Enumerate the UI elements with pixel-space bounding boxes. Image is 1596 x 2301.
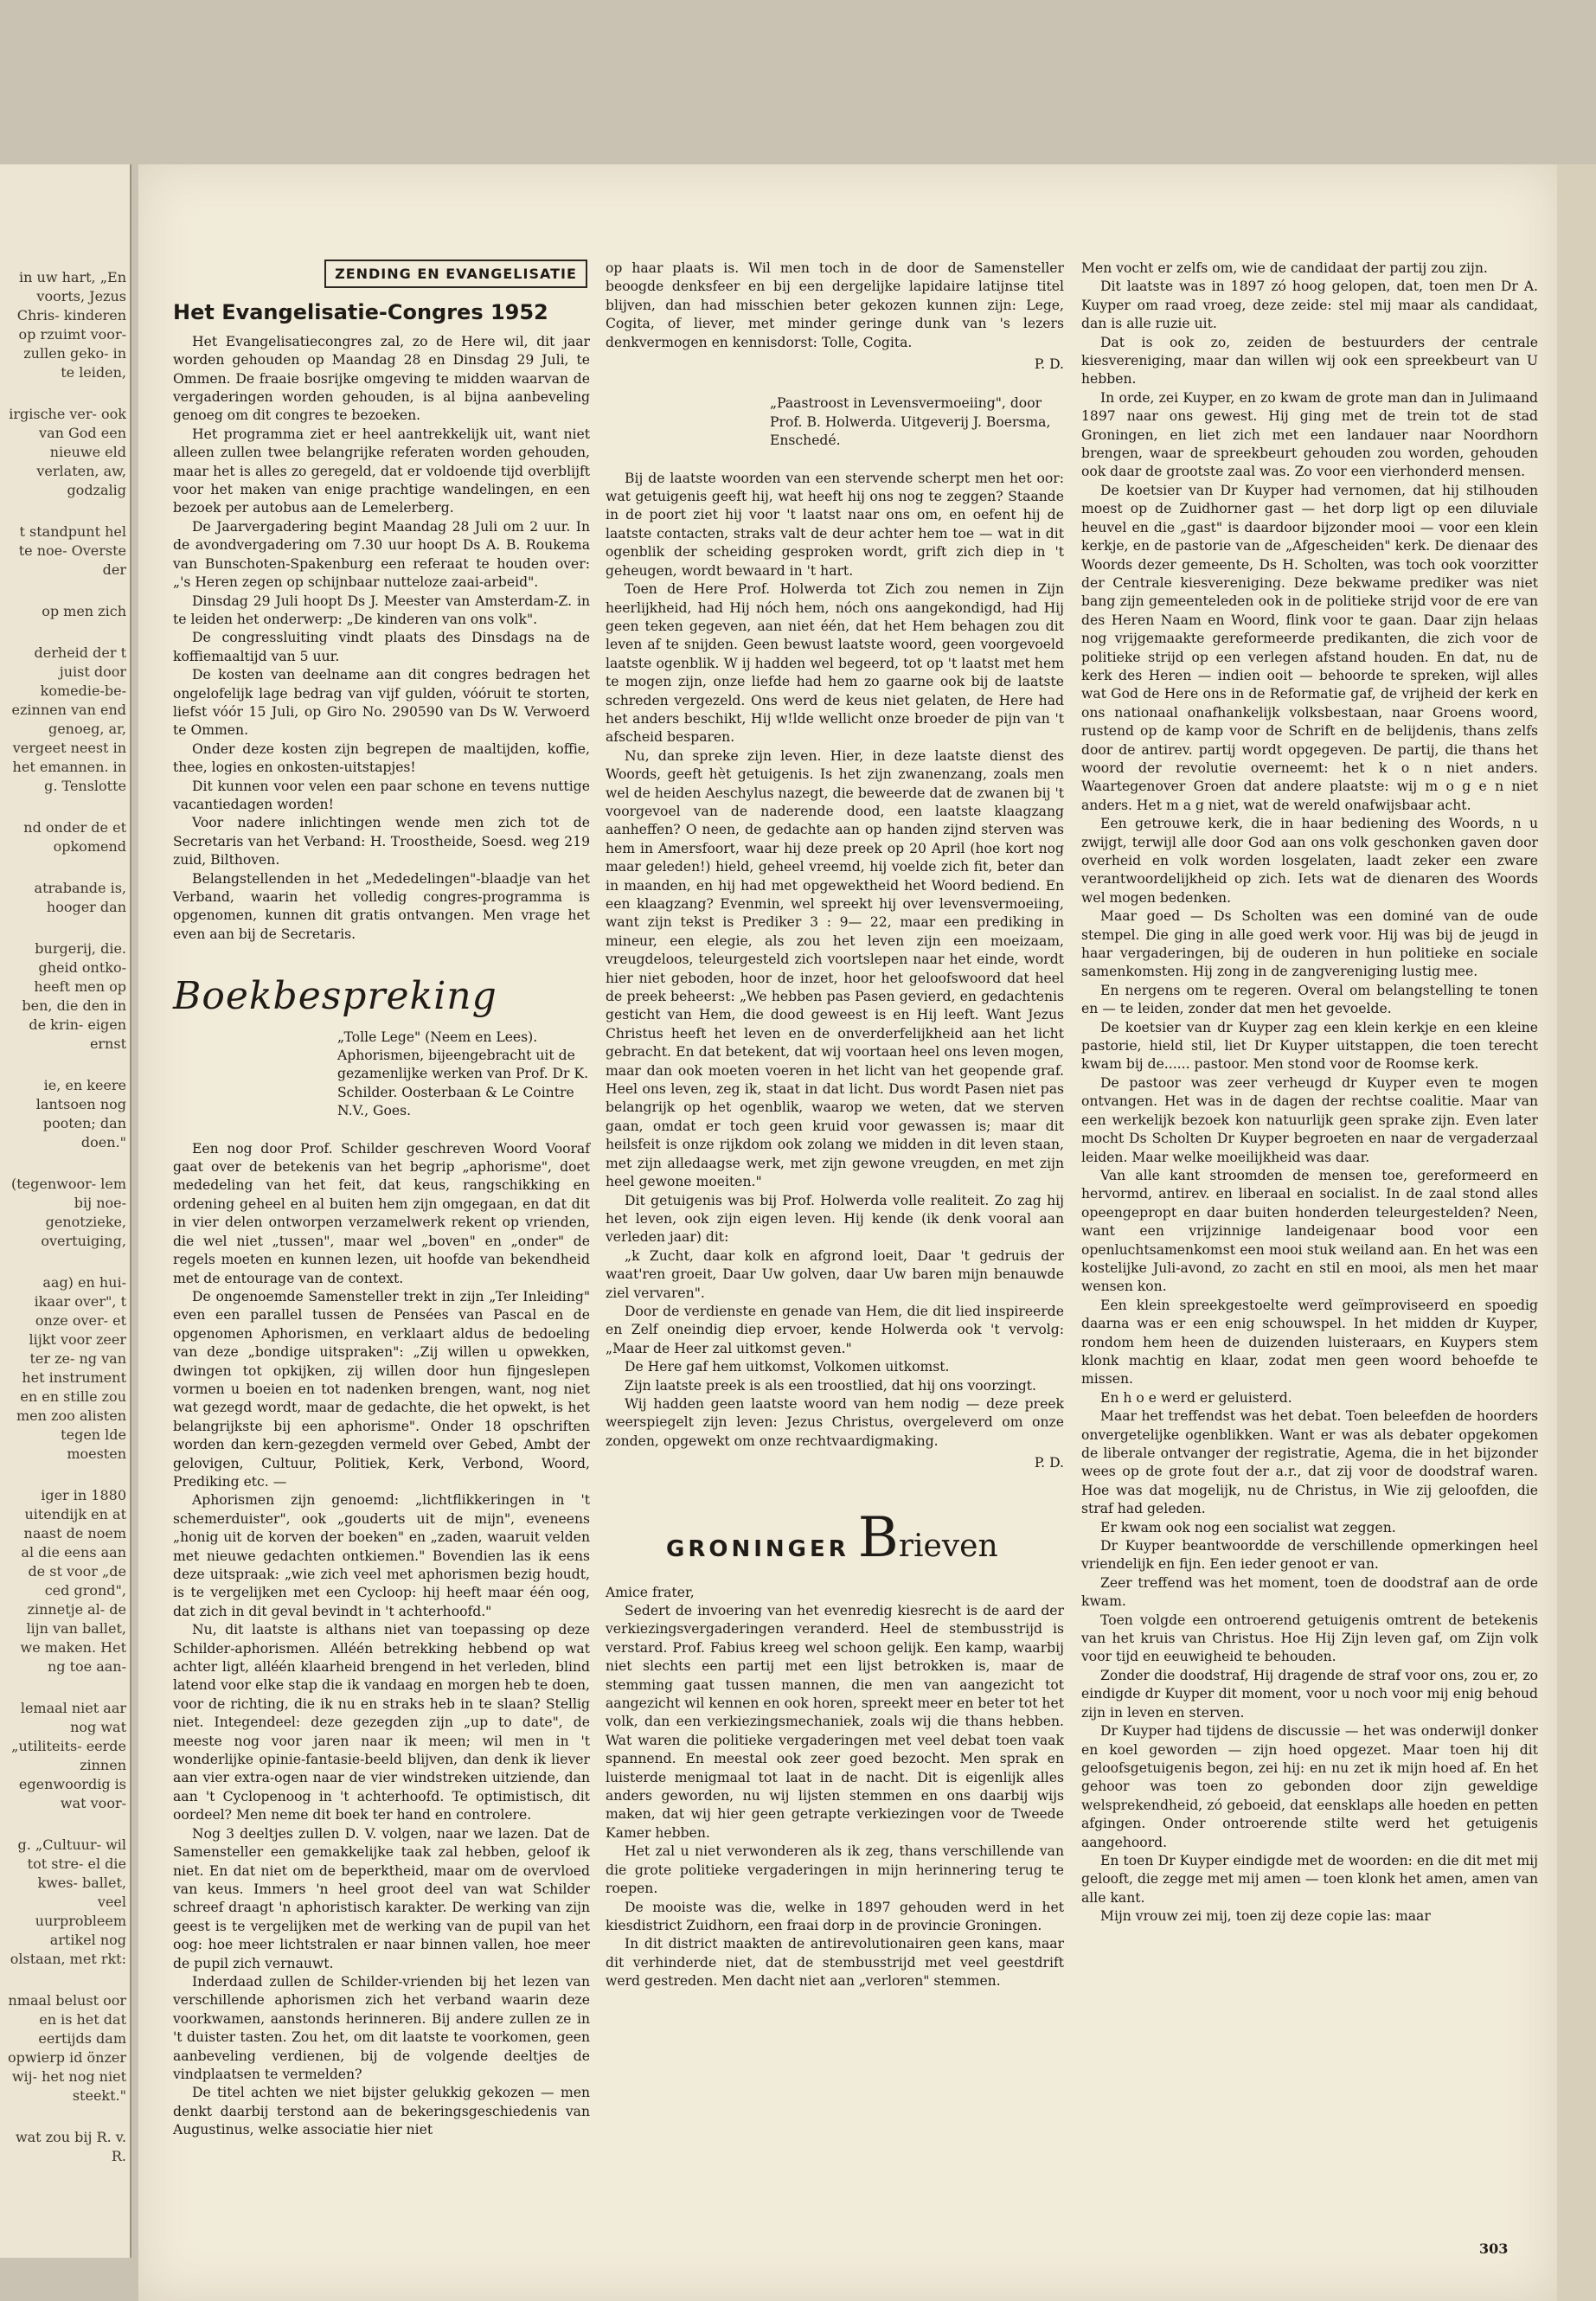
review-signature: P. D. xyxy=(1034,356,1064,373)
letter-paragraph: Toen volgde een ontroerend getuigenis omtrent de betekenis van het kruis van Christus. Hoe Hij Zijn leven gaf, om Zijn volk voor tijd en eeuwigheid te behouden. xyxy=(1081,1612,1538,1665)
article-paragraph: Onder deze kosten zijn begrepen de maaltijden, koffie, thee, logies en onkosten-uitstapjes! xyxy=(173,740,590,776)
review-paragraph: Nu, dit laatste is althans niet van toepassing op deze Schilder-aphorismen. Alléén betrekking hebbend op wat achter ligt, alléén klaarheid brengend in het verleden, blind latend voor elke stap die ik vandaag en morgen heb te doen, voor de richting, die ik nu en straks heb in te slaan? Stellig niet. Integendeel: deze gezegden zijn „up to date", de meeste nog voor jaren naar ik meen; wil men in 't wonderlijke opinie-fantasie-beeld blijven, dan denk ik liever aan vier extra-ogen naar de vier windstreken uitziende, dan aan 't Cyclopenoog in 't achterhoofd. Te optimistisch, dit oordeel? Men neme dit boek ter hand en controlere. xyxy=(173,1622,590,1823)
letter-paragraph: Sedert de invoering van het evenredig kiesrecht is de aard der verkiezingsvergaderingen veranderd. Heel de stembusstrijd is verstard. Prof. Fabius kreeg wel schoon gelijk. Een kamp, waarbij niet slechts een partij met een lijst betrokken is, maar de stemming gaat tussen mannen, die men van aangezicht tot aangezicht wil kennen en ook horen, spreekt meer en beter tot het volk, dan een verkiezingsmechaniek, zoals wij die thans hebben. Wat waren die politieke vergaderingen met veel debat toen vaak spannend. En meestal ook zeer goed bezocht. Men sprak en luisterde menigmaal tot laat in de nacht. Dit is eigenlijk alles anders geworden, nu wij lijsten stemmen en ons daarbij wijs maken, dat wij hier geen getrapte verkiezingen voor de Tweede Kamer hebben. xyxy=(606,1603,1064,1841)
previous-page-fragment: nmaal belust oor en is het dat eertijds dam opwierp id önzer wij- het nog niet steekt." xyxy=(7,1992,126,2104)
letter-paragraph: Maar goed — Ds Scholten was een dominé van de oude stempel. Die ging in alle goed werk voor. Hij was bij de jeugd in haar vergaderingen, bij de ouderen in hun politieke en sociale samenkomsten. Hij zong in de zangvereniging lustig mee. xyxy=(1081,908,1538,980)
column-2 xyxy=(606,260,1064,1991)
previous-page-strip xyxy=(0,164,131,2258)
letter-paragraph: De koetsier van Dr Kuyper had vernomen, dat hij stilhouden moest op de Zuidhorner gast — het dorp ligt op een diluviale heuvel en die „gast" is daardoor bijzonder mooi — voor een klein kerkje, en de pastorie van de „Afgescheiden" kerk. De dienaar des Woords dezer gemeente, Ds H. Scholten, was toch ook voorzitter der Centrale kiesvereniging. Deze bekwame prediker was niet bang zijn gemeenteleden ook in de politieke strijd voor de ere van des Heren Naam en Woord, flink voor te gaan. Daar zijn helaas nog vrijgemaakte gereformeerde predikanten, die zich voor de politieke strijd op een verlegen afstand houden. En dat, nu de kerk des Heren — indien ooit — behoorde te spreken, wijl alles wat God de Here ons in de Reformatie gaf, de vrijheid der kerk en ons nationaal onafhankelijk volksbestaan, naar Groens woord, rustend op de kamp voor de Schrift en de belijdenis, thans zelfs door de antirev. partij wordt opgegeven. De partij, die thans het woord der revolutie overneemt: het k o n niet anders. Waartegenover Groen dat andere plaatste: wij m o g e n niet anders. Het m a g niet, wat de wereld onafwijsbaar acht. xyxy=(1081,482,1538,813)
letter-paragraph: Zonder die doodstraf, Hij dragende de straf voor ons, zou er, zo eindigde dr Kuyper dit moment, voor u noch voor mij enig behoud zijn in leven en sterven. xyxy=(1081,1667,1538,1721)
letter-paragraph: Dr Kuyper beantwoordde de verschillende opmerkingen heel vriendelijk en fijn. Een ieder genoot er van. xyxy=(1081,1538,1538,1573)
letter-paragraph: Zeer treffend was het moment, toen de doodstraf aan de orde kwam. xyxy=(1081,1574,1538,1610)
previous-page-fragment: irgische ver- ook van God een nieuwe eld verlaten, aw, godzalig xyxy=(9,406,126,498)
letter-paragraph: En toen Dr Kuyper eindigde met de woorden: en die dit met mij gelooft, die zegge met mij amen — toen klonk het amen, amen van alle kant. xyxy=(1081,1852,1538,1906)
letter-paragraph: De koetsier van dr Kuyper zag een klein kerkje en een kleine pastorie, hield stil, liet Dr Kuyper uitstappen, die toen terecht kwam bij de...... pastoor. Men stond voor de Roomse kerk. xyxy=(1081,1019,1538,1073)
previous-page-fragment: in uw hart, „En voorts, Jezus Chris- kinderen op rzuimt voor- zullen geko- in te leiden, xyxy=(16,269,126,381)
article-paragraph: Dinsdag 29 Juli hoopt Ds J. Meester van Amsterdam-Z. in te leiden het onderwerp: „De kinderen van ons volk". xyxy=(173,593,590,627)
previous-page-fragment: aag) en hui- ikaar over", t onze over- et lijkt voor zeer ter ze- ng van het instrument en en stille zou men zoo alisten tegen lde moesten xyxy=(16,1274,126,1462)
article-paragraph: Belangstellenden in het „Mededelingen"-blaadje van het Verband, waarin het volledig congres-programma is opgenomen, kunnen dit gratis ontvangen. Men vrage het even aan bij de Secretaris. xyxy=(173,870,590,942)
article-paragraph: Het programma ziet er heel aantrekkelijk uit, want niet alleen zullen twee belangrijke referaten worden gehouden, maar het is alles zo geregeld, dat er voldoende tijd overblijft voor het maken van enige prachtige wandelingen, en een bezoek per autobus aan de Lemelerberg. xyxy=(173,426,590,516)
review2-paragraph: Bij de laatste woorden van een stervende scherpt men het oor: wat getuigenis geeft hij, wat heeft hij ons nog te zeggen? Staande in de poort ziet hij voor 't laatst naar ons om, en oefent hij de laatste contacten, straks valt de deur achter hem toe — wat in dit ogenblik der scheiding gesproken wordt, grift zich diep in 't geheugen, wordt bewaard in 't hart. xyxy=(606,470,1064,579)
review2-paragraph: Wij hadden geen laatste woord van hem nodig — deze preek weerspiegelt zijn leven: Jezus Christus, overgeleverd om onze zonden, opgewekt om onze rechtvaardigmaking. xyxy=(606,1395,1064,1449)
letter-paragraph: Een getrouwe kerk, die in haar bediening des Woords, n u zwijgt, terwijl alle door God aan ons volk geschonken gaven door overheid en volk worden losgelaten, laadt zeker een zware verantwoordelijkheid op zich. Iets wat de dienaren des Woords wel mogen bedenken. xyxy=(1081,816,1538,906)
previous-page-text xyxy=(7,268,126,2189)
article-title: Het Evangelisatie-Congres 1952 xyxy=(173,300,548,325)
letter-paragraph: Een klein spreekgestoelte werd geïmproviseerd en spoedig daarna was er een enig schouwspel. In het midden dr Kuyper, rondom hem heen de duizenden luisteraars, en Kuypers stem klonk machtig en klaar, zodat men geen woord behoefde te missen. xyxy=(1081,1297,1538,1388)
previous-page-fragment: wat zou bij R. v. R. xyxy=(15,2129,126,2164)
review2-signature: P. D. xyxy=(1034,1455,1064,1471)
previous-page-fragment: ie, en keere lantsoen nog pooten; dan doen." xyxy=(35,1077,126,1150)
column-1 xyxy=(173,260,590,2140)
groninger-heading-rest: rieven xyxy=(898,1528,998,1564)
letter-body xyxy=(606,1602,1064,1991)
letter-paragraph: De pastoor was zeer verheugd dr Kuyper even te mogen ontvangen. Het was in de dagen der rechtse coalitie. Maar van een werkelijk bezoek kon natuurlijk geen sprake zijn. Even later mocht Ds Scholten Dr Kuyper begroeten en naar de vergaderzaal leiden. Maar welke moeilijkheid was daar. xyxy=(1081,1074,1538,1165)
article-paragraph: De congressluiting vindt plaats des Dinsdags na de koffiemaaltijd van 5 uur. xyxy=(173,630,590,664)
salutation: Amice frater, xyxy=(606,1584,695,1600)
review2-paragraph: De Here gaf hem uitkomst, Volkomen uitkomst. xyxy=(625,1359,950,1375)
page-edge xyxy=(1557,164,1596,2301)
column-3 xyxy=(1081,260,1538,1926)
letter-body-continued xyxy=(1081,260,1538,1926)
groninger-heading-initial: B xyxy=(857,1505,899,1570)
previous-page-fragment: lemaal niet aar nog wat „utiliteits- eerde zinnen egenwoordig is wat voor- xyxy=(11,1700,126,1811)
previous-page-fragment: (tegenwoor- lem bij noe- genotzieke, overtuiging, xyxy=(10,1176,126,1249)
letter-paragraph: Het zal u niet verwonderen als ik zeg, thans verschillende van die grote politieke vergaderingen in mijn herinnering terug te roepen. xyxy=(606,1843,1064,1897)
letter-paragraph: Maar het treffendst was het debat. Toen beleefden de hoorders onvergetelijke ogenblikken. Want er was als debater opgekomen de liberale ontvanger der registratie, Agema, die in het bijzonder wees op de grote fout der a.r., dat zij voor de doodstraf waren. Hoe was dat mogelijk, nu de Christus, in Wie zij geloofden, die straf had geleden. xyxy=(1081,1408,1538,1517)
review2-paragraph: Dit getuigenis was bij Prof. Holwerda volle realiteit. Zo zag hij het leven, ook zijn eigen leven. Hij kende (ik denk vooral aan verleden jaar) dit: xyxy=(606,1192,1064,1246)
review2-paragraph: Door de verdienste en genade van Hem, die dit lied inspireerde en Zelf oneindig diep ervoer, kende Holwerda ook 't vervolg: „Maar de Heer zal uitkomst geven." xyxy=(606,1303,1064,1356)
previous-page-fragment: op men zich xyxy=(42,603,126,619)
previous-page-fragment: burgerij, die. gheid ontko- heeft men op ben, die den in de krin- eigen ernst xyxy=(22,940,126,1052)
groninger-heading xyxy=(666,1505,1064,1570)
review-paragraph: Aphorismen zijn genoemd: „lichtflikkeringen in 't schemerduister", ook „gouderts uit de mijn", eveneens „honig uit de korven der boeken" en „zaden, waaruit velden met nieuwe gedachten ontkiemen." Bovendien las ik eens deze uitspraak: „wie zich veel met aphorismen bezig houdt, is te vergelijken met een Cycloop: hij heeft maar één oog, dat zich in dit geval bevindt in 't achterhoofd." xyxy=(173,1492,590,1619)
review-paragraph: op haar plaats is. Wil men toch in de door de Samensteller beoogde denksfeer en bij een dergelijke lapidaire latijnse titel blijven, dan had misschien beter gekozen kunnen zijn: Lege, Cogita, of liever, met minder geringe dunk van 's lezers denkvermogen en kennisdorst: Tolle, Cogita. xyxy=(606,260,1064,350)
review2-paragraph: Nu, dan spreke zijn leven. Hier, in deze laatste dienst des Woords, geeft hèt getuigenis. Is het zijn zwanenzang, zoals men wel de heiden Aeschylus nazegt, die beweerde dat de zwanen bij 't voorgevoel van de naderende dood, een laatste klaagzang aanheffen? O neen, de gedachte aan op handen zijnd sterven was hem in Amersfoort, waar hij deze preek op 20 April (hoe kort nog maar geleden!) hield, geheel vreemd, hij voelde zich fit, beter dan in maanden, en hij had met opgewektheid het Woord bediend. En een klaagzang? Evenmin, wel spreekt hij over levensvermoeiing, want zijn tekst is Prediker 3 : 9— 22, maar een prediking in mineur, een elegie, als zou het leven zijn een moeizaam, vreugdeloos, teleurgesteld zich voortslepen naar het einde, wordt hier niet geboden, hoor de inzet, hoor het geloofswoord dat heel de preek beheerst: „We hebben pas Pasen gevierd, en gedachtenis gesticht van Hem, die dood geweest is en Hij leeft. Want Jezus Christus heeft het leven en de onverderfelijkheid aan het licht gebracht. En dat betekent, dat wij voortaan heel ons leven mogen, maar dan ook moeten voeren in het licht van het geopende graf. Heel ons leven, zeg ik, staat in dat licht. Dus wordt Pasen niet pas belangrijk op het ogenblik, waarop we weten, dat we sterven gaan, omdat er toch geen kruid voor gewassen is; maar dit heilsfeit is onze rijkdom ook zolang we midden in dit leven staan, met zijn alledaagse werk, met zijn gewone vreugden, en met zijn heel gewone moeiten." xyxy=(606,747,1064,1190)
letter-paragraph: En nergens om te regeren. Overal om belangstelling te tonen en — te leiden, zonder dat men het gevoelde. xyxy=(1081,982,1538,1017)
letter-paragraph: Dat is ook zo, zeiden de bestuurders der centrale kiesvereniging, maar dan willen wij ook een spreekbeurt van U hebben. xyxy=(1081,334,1538,388)
book-info-2: „Paastroost in Levensvermoeiing", door Prof. B. Holwerda. Uitgeverij J. Boersma, Enschedé. xyxy=(770,395,1051,449)
article-paragraph: De kosten van deelname aan dit congres bedragen het ongelofelijk lage bedrag van vijf gulden, vóóruit te storten, liefst vóór 15 Juli, op Giro No. 290590 van Ds W. Verwoerd te Ommen. xyxy=(173,667,590,739)
previous-page-fragment: g. „Cultuur- wil tot stre- el die kwes- ballet, veel uurprobleem artikel nog olstaan, met rkt: xyxy=(10,1836,126,1967)
review2-paragraph: Zijn laatste preek is als een troostlied, dat hij ons voorzingt. xyxy=(625,1377,1036,1394)
letter-paragraph: Dit laatste was in 1897 zó hoog gelopen, dat, toen men Dr A. Kuyper om raad vroeg, deze zeide: stel mij maar als candidaat, dan is alle ruzie uit. xyxy=(1081,279,1538,332)
review-paragraph: De ongenoemde Samensteller trekt in zijn „Ter Inleiding" even een parallel tussen de Pensées van Pascal en de opgenomen Aphorismen, en verklaart aldus de bedoeling van deze „bondige uitspraken": „Zij willen u opwekken, dwingen tot opkijken, zij willen door hun fijngeslepen vormen u boeien en tot nadenken brengen, want, nog niet wat gezegd wordt, maar de gedachte, die het opwekt, is het belangrijkste bij een aphorisme". Onder 18 opschriften worden dan kern-gezegden vermeld over Gebed, Ambt der gelovigen, Cultuur, Politiek, Kerk, Verbond, Woord, Prediking etc. — xyxy=(173,1288,590,1490)
letter-paragraph: In dit district maakten de antirevolutionairen geen kans, maar dit verhinderde niet, dat de stembusstrijd met veel geestdrift werd gestreden. Men dacht niet aan „verloren" stemmen. xyxy=(606,1936,1064,1990)
book-info: „Tolle Lege" (Neem en Lees). Aphorismen, bijeengebracht uit de gezamenlijke werken van Prof. Dr K. Schilder. Oosterbaan & Le Cointre N.V., Goes. xyxy=(337,1029,589,1119)
groninger-heading-part1: GRONINGER xyxy=(666,1535,849,1562)
previous-page-fragment: nd onder de et opkomend xyxy=(23,819,126,855)
newspaper-page xyxy=(138,164,1557,2301)
previous-page-fragment: iger in 1880 uitendijk en at naast de noem al die eens aan de st voor „de ced grond", zinnetje al- de lijn van ballet, we maken. Het ng toe aan- xyxy=(20,1487,126,1675)
article-paragraph: Het Evangelisatiecongres zal, zo de Here wil, dit jaar worden gehouden op Maandag 28 en Dinsdag 29 Juli, te Ommen. De fraaie bosrijke omgeving te midden waarvan de vergaderingen worden gehouden, is al bijna aanbeveling genoeg om dit congres te bezoeken. xyxy=(173,333,590,424)
review-paragraph: Een nog door Prof. Schilder geschreven Woord Vooraf gaat over de betekenis van het begrip „aphorisme", doet mededeling van het feit, dat keus, rangschikking en ordening geheel en al buiten hem zijn omgegaan, en dat dit in vier delen ontworpen verzamelwerk rekent op vrienden, die wel niet „tussen", maar wel „boven" en „onder" de regels moeten en kunnen lezen, uit hoofde van bekendheid met de entourage van de context. xyxy=(173,1140,590,1286)
review2-body xyxy=(606,470,1064,1452)
article-paragraph: Voor nadere inlichtingen wende men zich tot de Secretaris van het Verband: H. Troostheide, Soesd. weg 219 zuid, Bilthoven. xyxy=(173,815,590,868)
letter-paragraph: En h o e werd er geluisterd. xyxy=(1100,1389,1292,1406)
review-heading: Boekbespreking xyxy=(173,974,497,1019)
letter-paragraph: In orde, zei Kuyper, en zo kwam de grote man dan in Julimaand 1897 naar ons gewest. Hij ging met de trein tot de stad Groningen, en liet zich met een landauer naar Noordhorn brengen, waar de spreekbeurt gehouden zou worden, gehouden ook daar de grootste zaal was. Zo voor een vierhonderd mensen. xyxy=(1081,389,1538,480)
letter-paragraph: Van alle kant stroomden de mensen toe, gereformeerd en hervormd, antirev. en liberaal en socialist. In de zaal stond alles opeengepropt en daar buiten honderden teleurgestelden? Neen, want een vrijzinnige landeigenaar bood voor een openluchtsamenkomst een mooi stuk weiland aan. En het was een kostelijke Juli-avond, zo zacht en stil en mooi, als men het maar wensen kon. xyxy=(1081,1167,1538,1295)
letter-paragraph: Er kwam ook nog een socialist wat zeggen. xyxy=(1100,1519,1396,1535)
letter-paragraph: Mijn vrouw zei mij, toen zij deze copie las: maar xyxy=(1100,1908,1431,1925)
review-paragraph: De titel achten we niet bijster gelukkig gekozen — men denkt daarbij terstond aan de bekeringsgeschiedenis van Augustinus, welke associatie hier niet xyxy=(173,2085,590,2138)
previous-page-fragment: atrabande is, hooger dan xyxy=(34,880,126,915)
article-paragraph: De Jaarvergadering begint Maandag 28 Juli om 2 uur. In de avondvergadering om 7.30 uur hoopt Ds A. B. Roukema van Bunschoten-Spakenburg een referaat te houden over: „'s Heren zegen op schijnbaar nutteloze zaai-arbeid". xyxy=(173,518,590,591)
previous-page-fragment: t standpunt hel te noe- Overste der xyxy=(18,523,126,578)
section-label: ZENDING EN EVANGELISATIE xyxy=(324,260,587,288)
page-number: 303 xyxy=(1479,2240,1509,2257)
article-paragraph: Dit kunnen voor velen een paar schone en tevens nuttige vacantiedagen worden! xyxy=(173,778,590,812)
review2-paragraph: Toen de Here Prof. Holwerda tot Zich zou nemen in Zijn heerlijkheid, had Hij nóch hem, nóch ons aangekondigd, had Hij geen teken gegeven, aan niet één, dat het Hem behagen zou dit leven af te snijden. Geen bewust laatste woord, geen voorgevoeld laatste ogenblik. W ij hadden wel begeerd, tot op 't laatst met hem te mogen zijn, onze liefde had hem zo gaarne ook bij de laatste schreden vergezeld. Ons werd de keus niet gelaten, de Here had het anders beschikt, Hij w!lde wellicht onze broeder de pijn van 't afscheid besparen. xyxy=(606,581,1064,746)
letter-paragraph: Dr Kuyper had tijdens de discussie — het was onderwijl donker en koel geworden — zijn hoed opgezet. Maar toen hij dit geloofsgetuigenis begon, zei hij: en nu zet ik mijn hoed af. En het gehoor was toen zo gebonden door zijn geweldige welsprekendheid, zó geboeid, dat eensklaps alle hoeden en petten afgingen. Onder ontroerende stilte werd het getuigenis aangehoord. xyxy=(1081,1723,1538,1850)
review-paragraph: Nog 3 deeltjes zullen D. V. volgen, naar we lazen. Dat de Samensteller een gemakkelijke taak zal hebben, geloof ik niet. En dat niet om de beperktheid, maar om de overvloed van keus. Immers 'n heel groot deel van wat Schilder schreef draagt 'n aphoristisch karakter. De werking van zijn geest is te vergelijken met de werking van de pupil van het oog: hoe meer lichtstralen er naar binnen vallen, hoe meer de pupil zich vernauwt. xyxy=(173,1825,590,1971)
review-paragraph: Inderdaad zullen de Schilder-vrienden bij het lezen van verschillende aphorismen zich het verband waarin deze voorkwamen, aanstonds herinneren. Bij andere zullen ze in 't duister tasten. Zou het, om dit laatste te voorkomen, geen aanbeveling verdienen, bij de volgende deeltjes de vindplaatsen te vermelden? xyxy=(173,1973,590,2082)
previous-page-fragment: derheid der t juist door komedie-be- ezinnen van end genoeg, ar, vergeet neest in het emannen. in g. Tenslotte xyxy=(11,644,126,794)
letter-paragraph: Men vocht er zelfs om, wie de candidaat der partij zou zijn. xyxy=(1081,260,1488,276)
review-body-continued xyxy=(606,260,1064,352)
article-body xyxy=(173,333,590,944)
review-body xyxy=(173,1140,590,2140)
letter-paragraph: De mooiste was die, welke in 1897 gehouden werd in het kiesdistrict Zuidhorn, een fraai dorp in de provincie Groningen. xyxy=(606,1899,1064,1933)
review2-paragraph: „k Zucht, daar kolk en afgrond loeit, Daar 't gedruis der waat'ren groeit, Daar Uw golven, daar Uw baren mijn benauwde ziel vervaren". xyxy=(606,1247,1064,1301)
